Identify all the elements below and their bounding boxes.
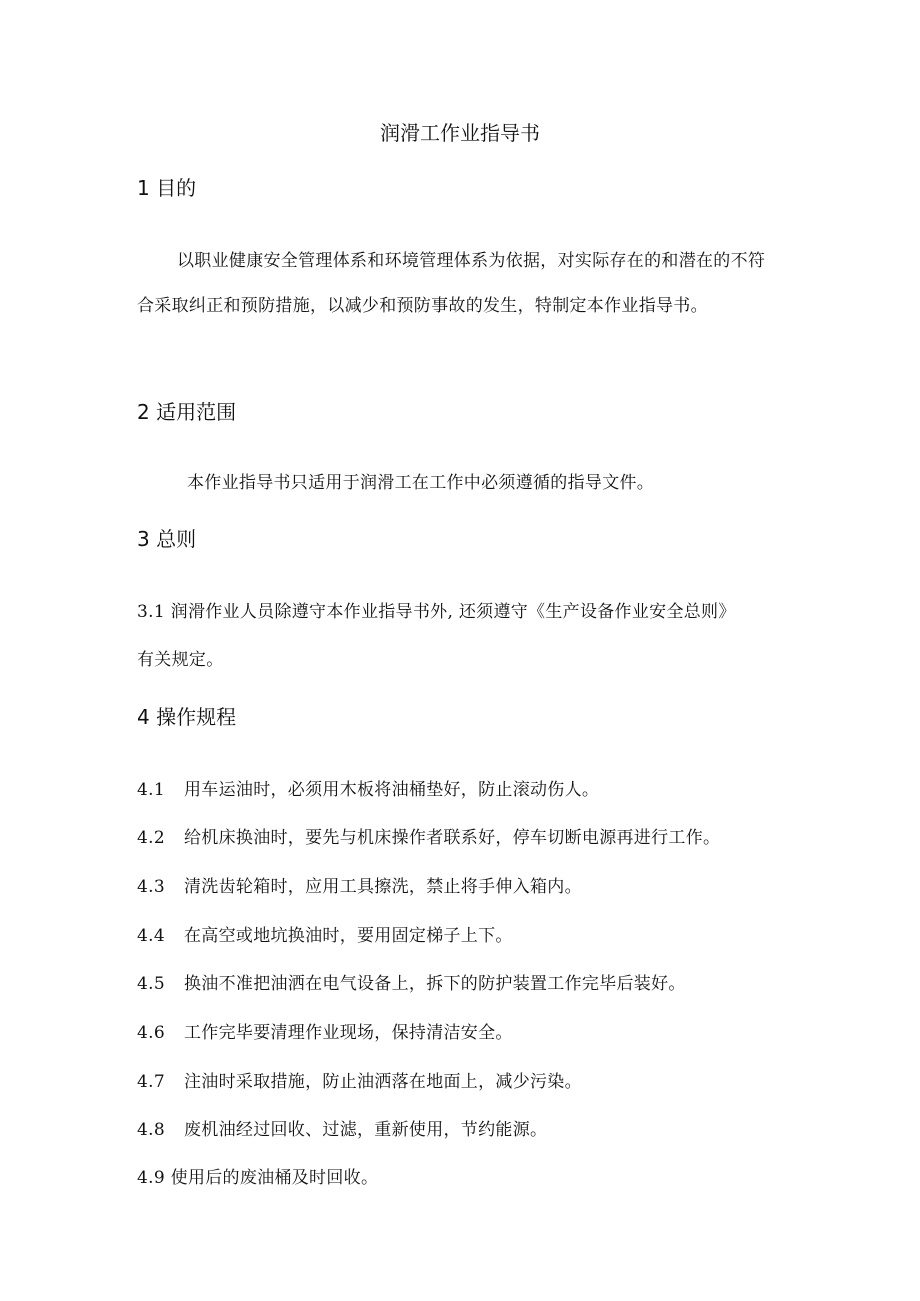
list-item-number: 4.6 (137, 1023, 165, 1043)
list-item-text: 清洗齿轮箱时，应用工具擦洗，禁止将手伸入箱内。 (184, 877, 582, 897)
section-heading-procedures: 4 操作规程 (137, 705, 237, 729)
list-item-text: 废机油经过回收、过滤，重新使用，节约能源。 (184, 1120, 548, 1140)
list-item-number: 4.5 (137, 974, 165, 994)
list-item-text: 换油不准把油洒在电气设备上，拆下的防护装置工作完毕后装好。 (184, 974, 686, 994)
list-item-number: 4.8 (137, 1120, 165, 1140)
list-item (137, 924, 513, 948)
list-item-text: 给机床换油时，要先与机床操作者联系好，停车切断电源再进行工作。 (184, 828, 721, 848)
list-item-text: 在高空或地坑换油时，要用固定梯子上下。 (184, 926, 513, 946)
list-item (137, 1118, 547, 1142)
section-heading-purpose: 1 目的 (137, 176, 197, 200)
section-text-purpose: 以职业健康安全管理体系和环境管理体系为依据，对实际存在的和潜在的不符合采取纠正和预防措施，以减少和预防事故的发生，特制定本作业指导书。 (137, 251, 766, 316)
section-heading-general: 3 总则 (137, 527, 197, 551)
section-heading-scope: 2 适用范围 (137, 400, 237, 424)
list-item-last: 4.9 使用后的废油桶及时回收。 (137, 1168, 379, 1188)
list-item (137, 778, 599, 802)
section-text-general-line2: 有关规定。 (137, 650, 224, 670)
list-item-text: 注油时采取措施，防止油洒落在地面上，减少污染。 (184, 1072, 582, 1092)
list-item-number: 4.1 (137, 780, 165, 800)
list-item (137, 972, 686, 996)
list-item (137, 826, 720, 850)
list-item (137, 875, 582, 899)
list-item-text: 工作完毕要清理作业现场，保持清洁安全。 (184, 1023, 513, 1043)
list-item-number: 4.4 (137, 926, 165, 946)
list-item-number: 4.3 (137, 877, 165, 897)
section-text-scope: 本作业指导书只适用于润滑工在工作中必须遵循的指导文件。 (187, 473, 655, 493)
list-item-text: 用车运油时，必须用木板将油桶垫好，防止滚动伤人。 (184, 780, 600, 800)
document-title: 润滑工作业指导书 (380, 121, 540, 145)
list-item (137, 1070, 582, 1094)
list-item-number: 4.7 (137, 1072, 165, 1092)
list-item (137, 1021, 513, 1045)
section-text-general-line1: 3.1 润滑作业人员除遵守本作业指导书外, 还须遵守《生产设备作业安全总则》 (137, 602, 736, 622)
list-item-number: 4.2 (137, 828, 165, 848)
